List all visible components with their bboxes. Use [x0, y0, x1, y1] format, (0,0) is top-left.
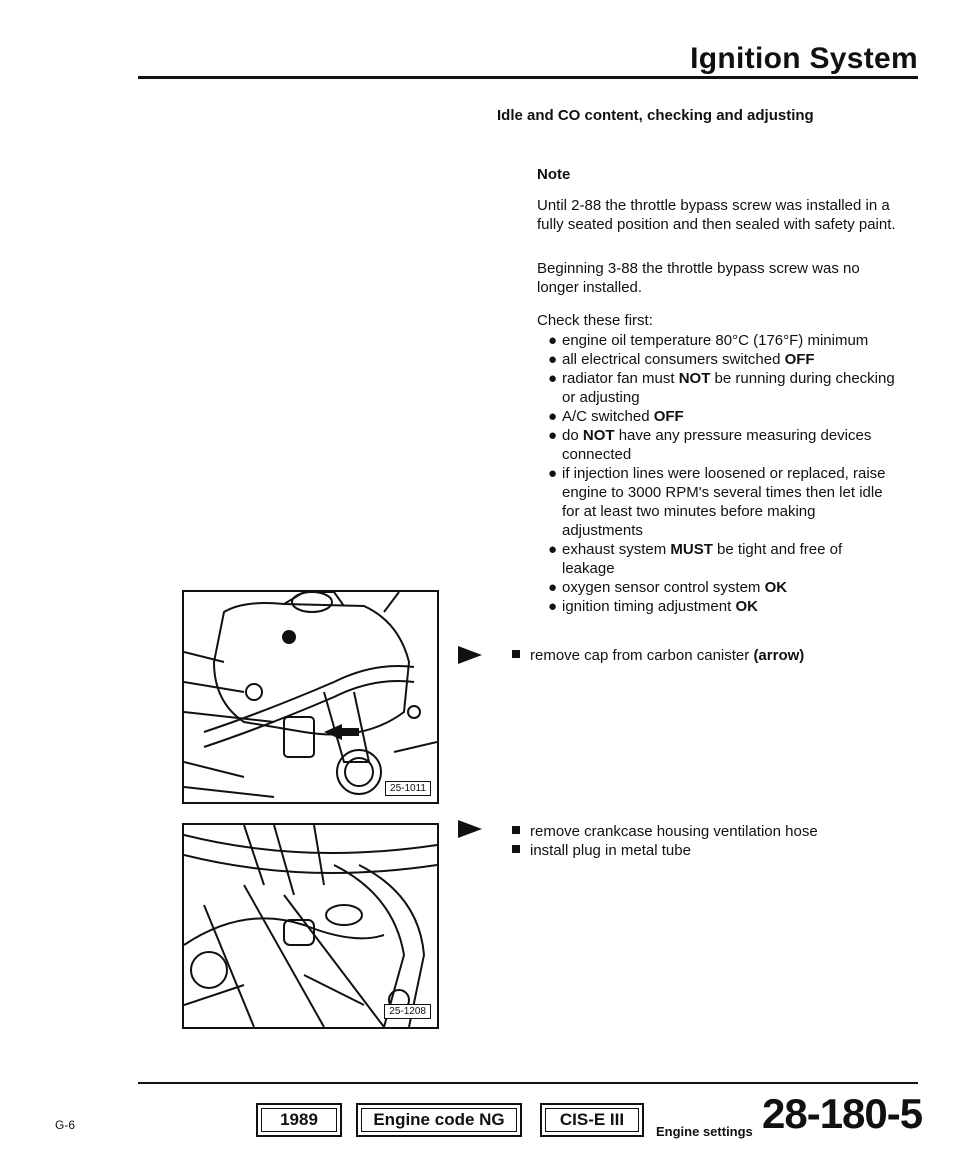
- square-bullet-icon: [512, 826, 520, 834]
- footer-section-label: Engine settings: [656, 1124, 753, 1139]
- bullet-dot-icon: ●: [548, 332, 558, 349]
- page-reference: G-6: [55, 1118, 76, 1132]
- figure-carbon-canister: [182, 590, 439, 804]
- footer-engine-code-box: Engine code NG: [356, 1103, 522, 1137]
- bullet-dot-icon: ●: [548, 351, 558, 368]
- note-paragraph-2: Beginning 3-88 the throttle bypass screw was no longer installed.: [537, 260, 860, 296]
- checks-list: [548, 331, 898, 616]
- check-item: ● oxygen sensor control system OK: [548, 579, 788, 596]
- section-title: Idle and CO content, checking and adjusting: [497, 107, 814, 124]
- check-item: ● engine oil temperature 80°C (176°F) minimum: [548, 332, 869, 349]
- check-item: ● all electrical consumers switched OFF: [548, 351, 815, 368]
- check-item: ● radiator fan must NOT be running during checking or adjusting: [548, 370, 895, 406]
- step-remove-cap: remove cap from carbon canister (arrow): [512, 646, 892, 665]
- bullet-dot-icon: ●: [548, 408, 558, 425]
- checks-label: Check these first:: [537, 312, 653, 329]
- note-heading: Note: [537, 166, 571, 183]
- engine-illustration-2: [184, 825, 437, 1027]
- pointer-arrow-icon: [458, 646, 482, 664]
- square-bullet-icon: [512, 650, 520, 658]
- footer-page-code: 28-180-5: [762, 1090, 923, 1137]
- footer-rule: [138, 1082, 918, 1084]
- check-item: ● exhaust system MUST be tight and free of leakage: [548, 541, 843, 577]
- figure-label: 25-1208: [384, 1004, 431, 1019]
- square-bullet-icon: [512, 845, 520, 853]
- check-item: ● A/C switched OFF: [548, 408, 684, 425]
- footer-year-box: 1989: [256, 1103, 342, 1137]
- figure-ventilation-hose: [182, 823, 439, 1029]
- figure-label: 25-1011: [385, 781, 431, 796]
- bullet-dot-icon: ●: [548, 427, 558, 444]
- check-item: ● if injection lines were loosened or replaced, raise engine to 3000 RPM's several times then let idle for at least two minutes before making adjustments: [548, 465, 886, 539]
- note-paragraph-1: Until 2-88 the throttle bypass screw was installed in a fully seated position and then sealed with safety paint.: [537, 197, 896, 233]
- header-rule: [138, 76, 918, 79]
- bullet-dot-icon: ●: [548, 541, 558, 558]
- check-item: ● ignition timing adjustment OK: [548, 598, 758, 615]
- engine-illustration-1: [184, 592, 437, 802]
- check-item: ● do NOT have any pressure measuring devices connected: [548, 427, 872, 463]
- step-remove-hose: remove crankcase housing ventilation hose: [512, 822, 892, 841]
- bullet-dot-icon: ●: [548, 579, 558, 596]
- bullet-dot-icon: ●: [548, 598, 558, 615]
- bullet-dot-icon: ●: [548, 465, 558, 482]
- step-install-plug: install plug in metal tube: [512, 841, 892, 860]
- footer-system-box: CIS-E III: [540, 1103, 644, 1137]
- page-header-title: Ignition System: [690, 42, 918, 75]
- bullet-dot-icon: ●: [548, 370, 558, 387]
- pointer-arrow-icon: [458, 820, 482, 838]
